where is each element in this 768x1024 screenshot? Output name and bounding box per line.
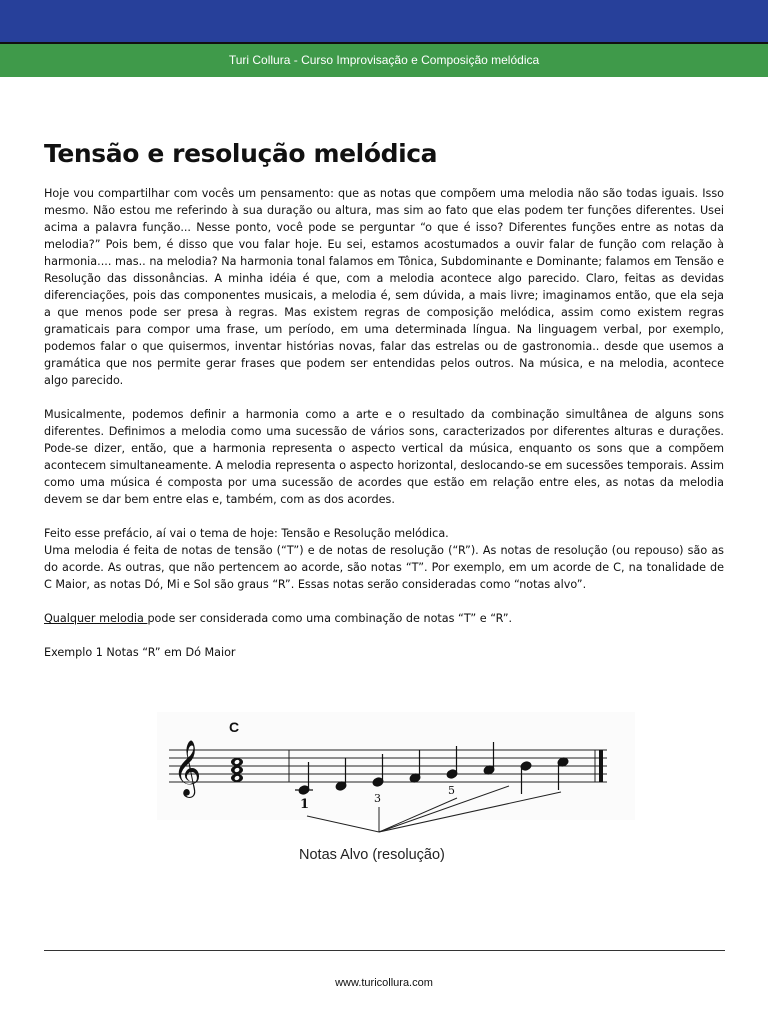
degree-one-label: 1	[300, 797, 310, 812]
final-bar-thick	[599, 750, 603, 782]
paragraph-theme	[44, 525, 724, 593]
course-banner	[0, 44, 768, 77]
paragraph-harmony: Musicalmente, podemos definir a harmonia como a arte e o resultado da combinação simultânea de alguns sons diferentes. Definimos a melodia como uma sucessão de vários sons, caracterizados por diferentes alturas e durações. Pode-se dizer, então, que a harmonia representa o aspecto vertical da música, enquanto os sons que a compõem acontecem simultaneamente. A melodia representa o aspecto horizontal, deslocando-se em sucessões temporais. Assim como uma música é composta por uma sucessão de acordes que estão em relação entre eles, as notas da melodia devem se dar bem entre elas e, também, com as dos acordes.	[44, 408, 724, 506]
degree-five-label: 5	[448, 784, 455, 797]
article	[44, 118, 724, 678]
example-caption: Exemplo 1 Notas “R” em Dó Maior	[44, 646, 236, 659]
target-notes-label: Notas Alvo (resolução)	[299, 847, 445, 863]
theme-intro-line: Feito esse prefácio, aí vai o tema de hoje: Tensão e Resolução melódica.	[44, 527, 449, 540]
paragraph-combination	[44, 610, 724, 627]
chord-symbol: C	[229, 719, 240, 735]
chord-whole-notes	[231, 758, 243, 782]
treble-clef-icon: 𝄞	[173, 740, 202, 796]
footer-rule	[44, 950, 725, 951]
degree-three-label: 3	[374, 792, 381, 805]
footer-url[interactable]: www.turicollura.com	[335, 977, 433, 989]
footer	[0, 977, 768, 989]
theme-definition: Uma melodia é feita de notas de tensão (“T”) e de notas de resolução (“R”). As notas de resolução (ou repouso) são as do acorde. As outras, que não pertencem ao acorde, são notas “T”. Por exemplo, em um acorde de C, na tonalidade de C Maior, as notas Dó, Mi e Sol são graus “R”. Essas notas serão consideradas como “notas alvo”.	[44, 544, 724, 591]
combination-text: pode ser considerada como uma combinação de notas “T” e “R”.	[147, 612, 513, 625]
header-band	[0, 0, 768, 42]
music-example-figure	[157, 712, 637, 872]
page-title: Tensão e resolução melódica	[44, 139, 438, 168]
qualquer-melodia-link[interactable]: Qualquer melodia	[44, 612, 148, 625]
course-title: Turi Collura - Curso Improvisação e Composição melódica	[228, 53, 540, 67]
paragraph-intro: Hoje vou compartilhar com vocês um pensamento: que as notas que compõem uma melodia não são todas iguais. Isso mesmo. Não estou me referindo à sua duração ou altura, mas sim ao fato que elas podem ter funções diferentes. Usei acima a palavra função... Nesse ponto, você pode se perguntar “o que é isso? Diferentes funções entre as notas da melodia?” Pois bem, é disso que vou falar hoje. Eu sei, estamos acostumados a ouvir falar de função com relação à harmonia.... mas.. na melodia? Na harmonia tonal falamos em Tônica, Subdominante e Dominante; falamos em Tensão e Resolução das dissonâncias. A minha idéia é que, com a melodia acontece algo parecido. Claro, feitas as devidas diferenciações, pois das componentes musicais, a melodia é, sem dúvida, a mais livre; imaginamos então, que ela seja a que menos pode ser presa à regras. Mas existem regras de composição melódica, assim como existem regras gramaticais para compor uma frase, um período, em uma determinada língua. Na linguagem verbal, por exemplo, podemos falar o que quisermos, inventar histórias novas, falar das estrelas ou de gastronomia.. desde que usemos a gramática que nos permite gerar frases que podem ser entendidas pelos outros. Na música, e na melodia, acontece algo parecido.	[44, 187, 724, 387]
